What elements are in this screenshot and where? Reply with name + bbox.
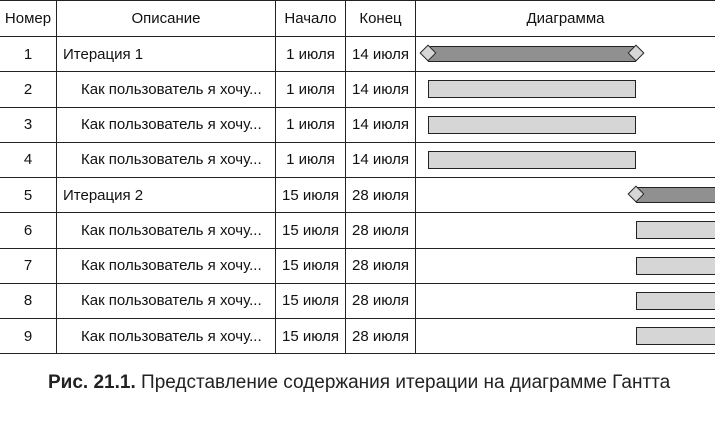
row-number: 1 <box>0 37 57 71</box>
table-header-row <box>0 0 715 37</box>
row-start: 15 июля <box>276 284 346 318</box>
header-start: Начало <box>276 1 346 36</box>
row-number: 7 <box>0 249 57 283</box>
row-end: 14 июля <box>346 37 416 71</box>
row-start: 1 июля <box>276 108 346 142</box>
caption-label: Рис. 21.1. <box>48 372 136 393</box>
row-number: 3 <box>0 108 57 142</box>
row-description: Итерация 2 <box>57 178 276 212</box>
row-start: 15 июля <box>276 319 346 353</box>
row-start: 1 июля <box>276 143 346 177</box>
table-row <box>0 143 715 178</box>
caption-text: Представление содержания итерации на диаграмме Гантта <box>141 372 671 393</box>
row-description: Как пользователь я хочу... <box>57 72 276 106</box>
story-bar <box>428 116 636 134</box>
table-row <box>0 72 715 107</box>
table-row <box>0 284 715 319</box>
story-bar <box>636 257 715 275</box>
row-description: Как пользователь я хочу... <box>57 319 276 353</box>
header-description: Описание <box>57 1 276 36</box>
row-description: Как пользователь я хочу... <box>57 143 276 177</box>
iteration-bar <box>636 187 715 203</box>
row-description: Как пользователь я хочу... <box>57 284 276 318</box>
table-row <box>0 213 715 248</box>
header-number: Номер <box>0 1 57 36</box>
story-bar <box>636 292 715 310</box>
row-number: 8 <box>0 284 57 318</box>
row-start: 15 июля <box>276 178 346 212</box>
row-end: 28 июля <box>346 319 416 353</box>
story-bar <box>428 80 636 98</box>
row-description: Итерация 1 <box>57 37 276 71</box>
story-bar <box>636 327 715 345</box>
row-description: Как пользователь я хочу... <box>57 213 276 247</box>
table-row <box>0 178 715 213</box>
row-description: Как пользователь я хочу... <box>57 249 276 283</box>
row-number: 9 <box>0 319 57 353</box>
row-end: 14 июля <box>346 108 416 142</box>
row-start: 15 июля <box>276 249 346 283</box>
row-number: 4 <box>0 143 57 177</box>
row-end: 28 июля <box>346 249 416 283</box>
row-end: 14 июля <box>346 72 416 106</box>
table-row <box>0 319 715 354</box>
row-start: 1 июля <box>276 37 346 71</box>
row-end: 14 июля <box>346 143 416 177</box>
iteration-bar <box>428 46 636 62</box>
row-start: 15 июля <box>276 213 346 247</box>
row-description: Как пользователь я хочу... <box>57 108 276 142</box>
story-bar <box>636 221 715 239</box>
story-bar <box>428 151 636 169</box>
header-end: Конец <box>346 1 416 36</box>
row-start: 1 июля <box>276 72 346 106</box>
header-chart: Диаграмма <box>526 10 605 27</box>
figure-caption <box>48 371 688 395</box>
table-row <box>0 108 715 143</box>
table-row <box>0 37 715 72</box>
row-number: 6 <box>0 213 57 247</box>
row-end: 28 июля <box>346 213 416 247</box>
row-end: 28 июля <box>346 284 416 318</box>
row-number: 2 <box>0 72 57 106</box>
table-row <box>0 249 715 284</box>
row-end: 28 июля <box>346 178 416 212</box>
row-number: 5 <box>0 178 57 212</box>
